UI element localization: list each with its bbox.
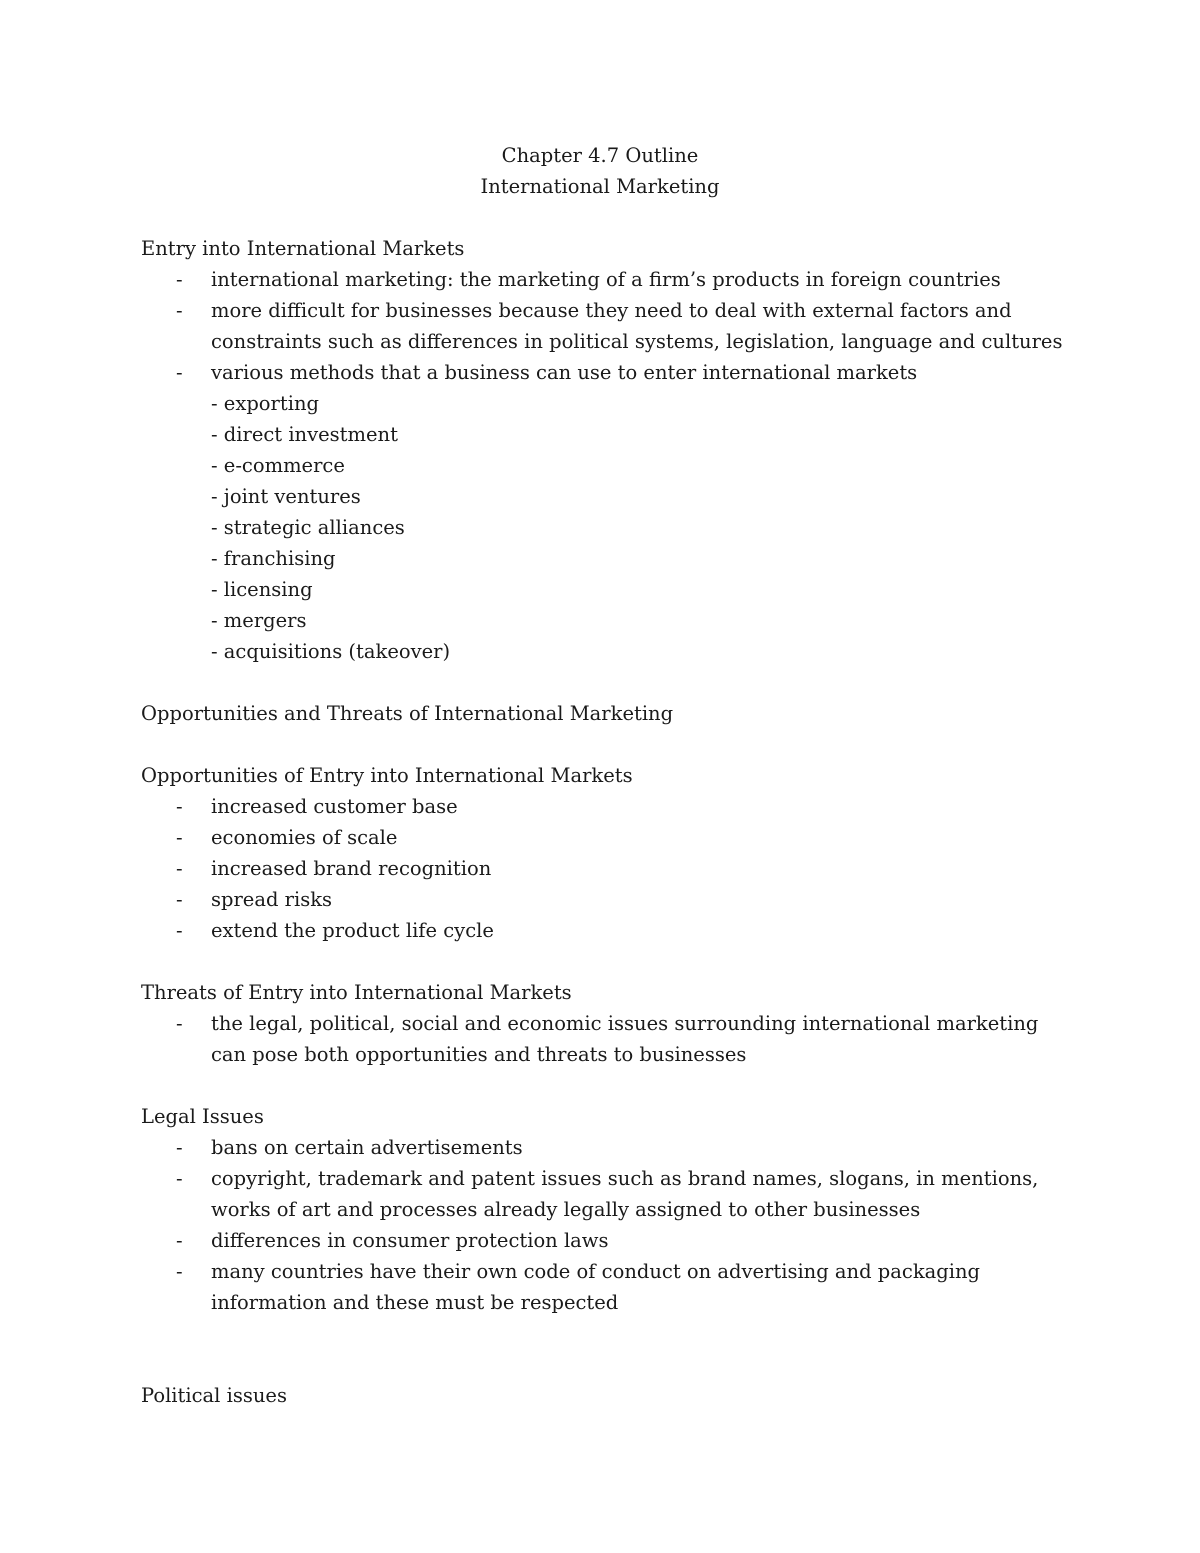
legal-list: [141, 1132, 1071, 1318]
spacer: [141, 1070, 1071, 1101]
list-item: - differences in consumer protection laws: [141, 1225, 1071, 1256]
list-item: - spread risks: [141, 884, 1071, 915]
dash-bullet: -: [176, 1012, 183, 1035]
dash-bullet: -: [176, 1167, 183, 1190]
dash-bullet: -: [176, 361, 183, 384]
dash-bullet: -: [176, 268, 183, 291]
method-item: - direct investment: [211, 423, 398, 446]
dash-bullet: -: [176, 1260, 183, 1283]
chapter-title: Chapter 4.7 Outline: [501, 144, 699, 167]
method-item: - strategic alliances: [211, 516, 405, 539]
dash-bullet: -: [176, 1229, 183, 1252]
document-title-block: [0, 140, 1200, 202]
dash-bullet: -: [176, 299, 183, 322]
threats-list: [141, 1008, 1071, 1070]
spacer: [141, 667, 1071, 698]
dash-bullet: -: [176, 888, 183, 911]
section-heading-opportunities: Opportunities of Entry into International Markets: [141, 764, 633, 787]
dash-bullet: -: [176, 795, 183, 818]
list-item: - economies of scale: [141, 822, 1071, 853]
method-item: - e-commerce: [211, 454, 345, 477]
list-item: - bans on certain advertisements: [141, 1132, 1071, 1163]
method-item: - exporting: [211, 392, 319, 415]
dash-bullet: -: [176, 857, 183, 880]
method-item: - franchising: [211, 547, 336, 570]
list-item: - various methods that a business can use to enter international markets: [141, 357, 1071, 388]
dash-bullet: -: [176, 826, 183, 849]
list-item: - increased customer base: [141, 791, 1071, 822]
method-item: - joint ventures: [211, 485, 361, 508]
method-item: - acquisitions (takeover): [211, 640, 451, 663]
chapter-subtitle: International Marketing: [480, 175, 720, 198]
list-item: - many countries have their own code of conduct on advertising and packaging information and these must be respected: [141, 1256, 1071, 1318]
dash-bullet: -: [176, 1136, 183, 1159]
list-item: - the legal, political, social and economic issues surrounding international marketing can pose both opportunities and threats to businesses: [141, 1008, 1071, 1070]
spacer: [141, 946, 1071, 977]
dash-bullet: -: [176, 919, 183, 942]
opportunities-list: [141, 791, 1071, 946]
entry-methods-list: [141, 388, 1071, 667]
document-body: [141, 233, 1071, 1411]
list-item: - more difficult for businesses because they need to deal with external factors and constraints such as differences in political systems, legislation, language and cultures: [141, 295, 1071, 357]
spacer: [141, 729, 1071, 760]
method-item: - mergers: [211, 609, 307, 632]
section-heading-threats: Threats of Entry into International Markets: [141, 981, 572, 1004]
section-heading-entry: Entry into International Markets: [141, 237, 465, 260]
entry-list: [141, 264, 1071, 388]
list-item: - copyright, trademark and patent issues such as brand names, slogans, in mentions, works of art and processes already legally assigned to other businesses: [141, 1163, 1071, 1225]
spacer: [141, 1318, 1071, 1380]
list-item: - increased brand recognition: [141, 853, 1071, 884]
section-heading-legal: Legal Issues: [141, 1105, 264, 1128]
list-item: - extend the product life cycle: [141, 915, 1071, 946]
method-item: - licensing: [211, 578, 313, 601]
section-heading-political: Political issues: [141, 1384, 287, 1407]
section-heading-opportunities-threats: Opportunities and Threats of International Marketing: [141, 702, 674, 725]
list-item: - international marketing: the marketing of a firm’s products in foreign countries: [141, 264, 1071, 295]
